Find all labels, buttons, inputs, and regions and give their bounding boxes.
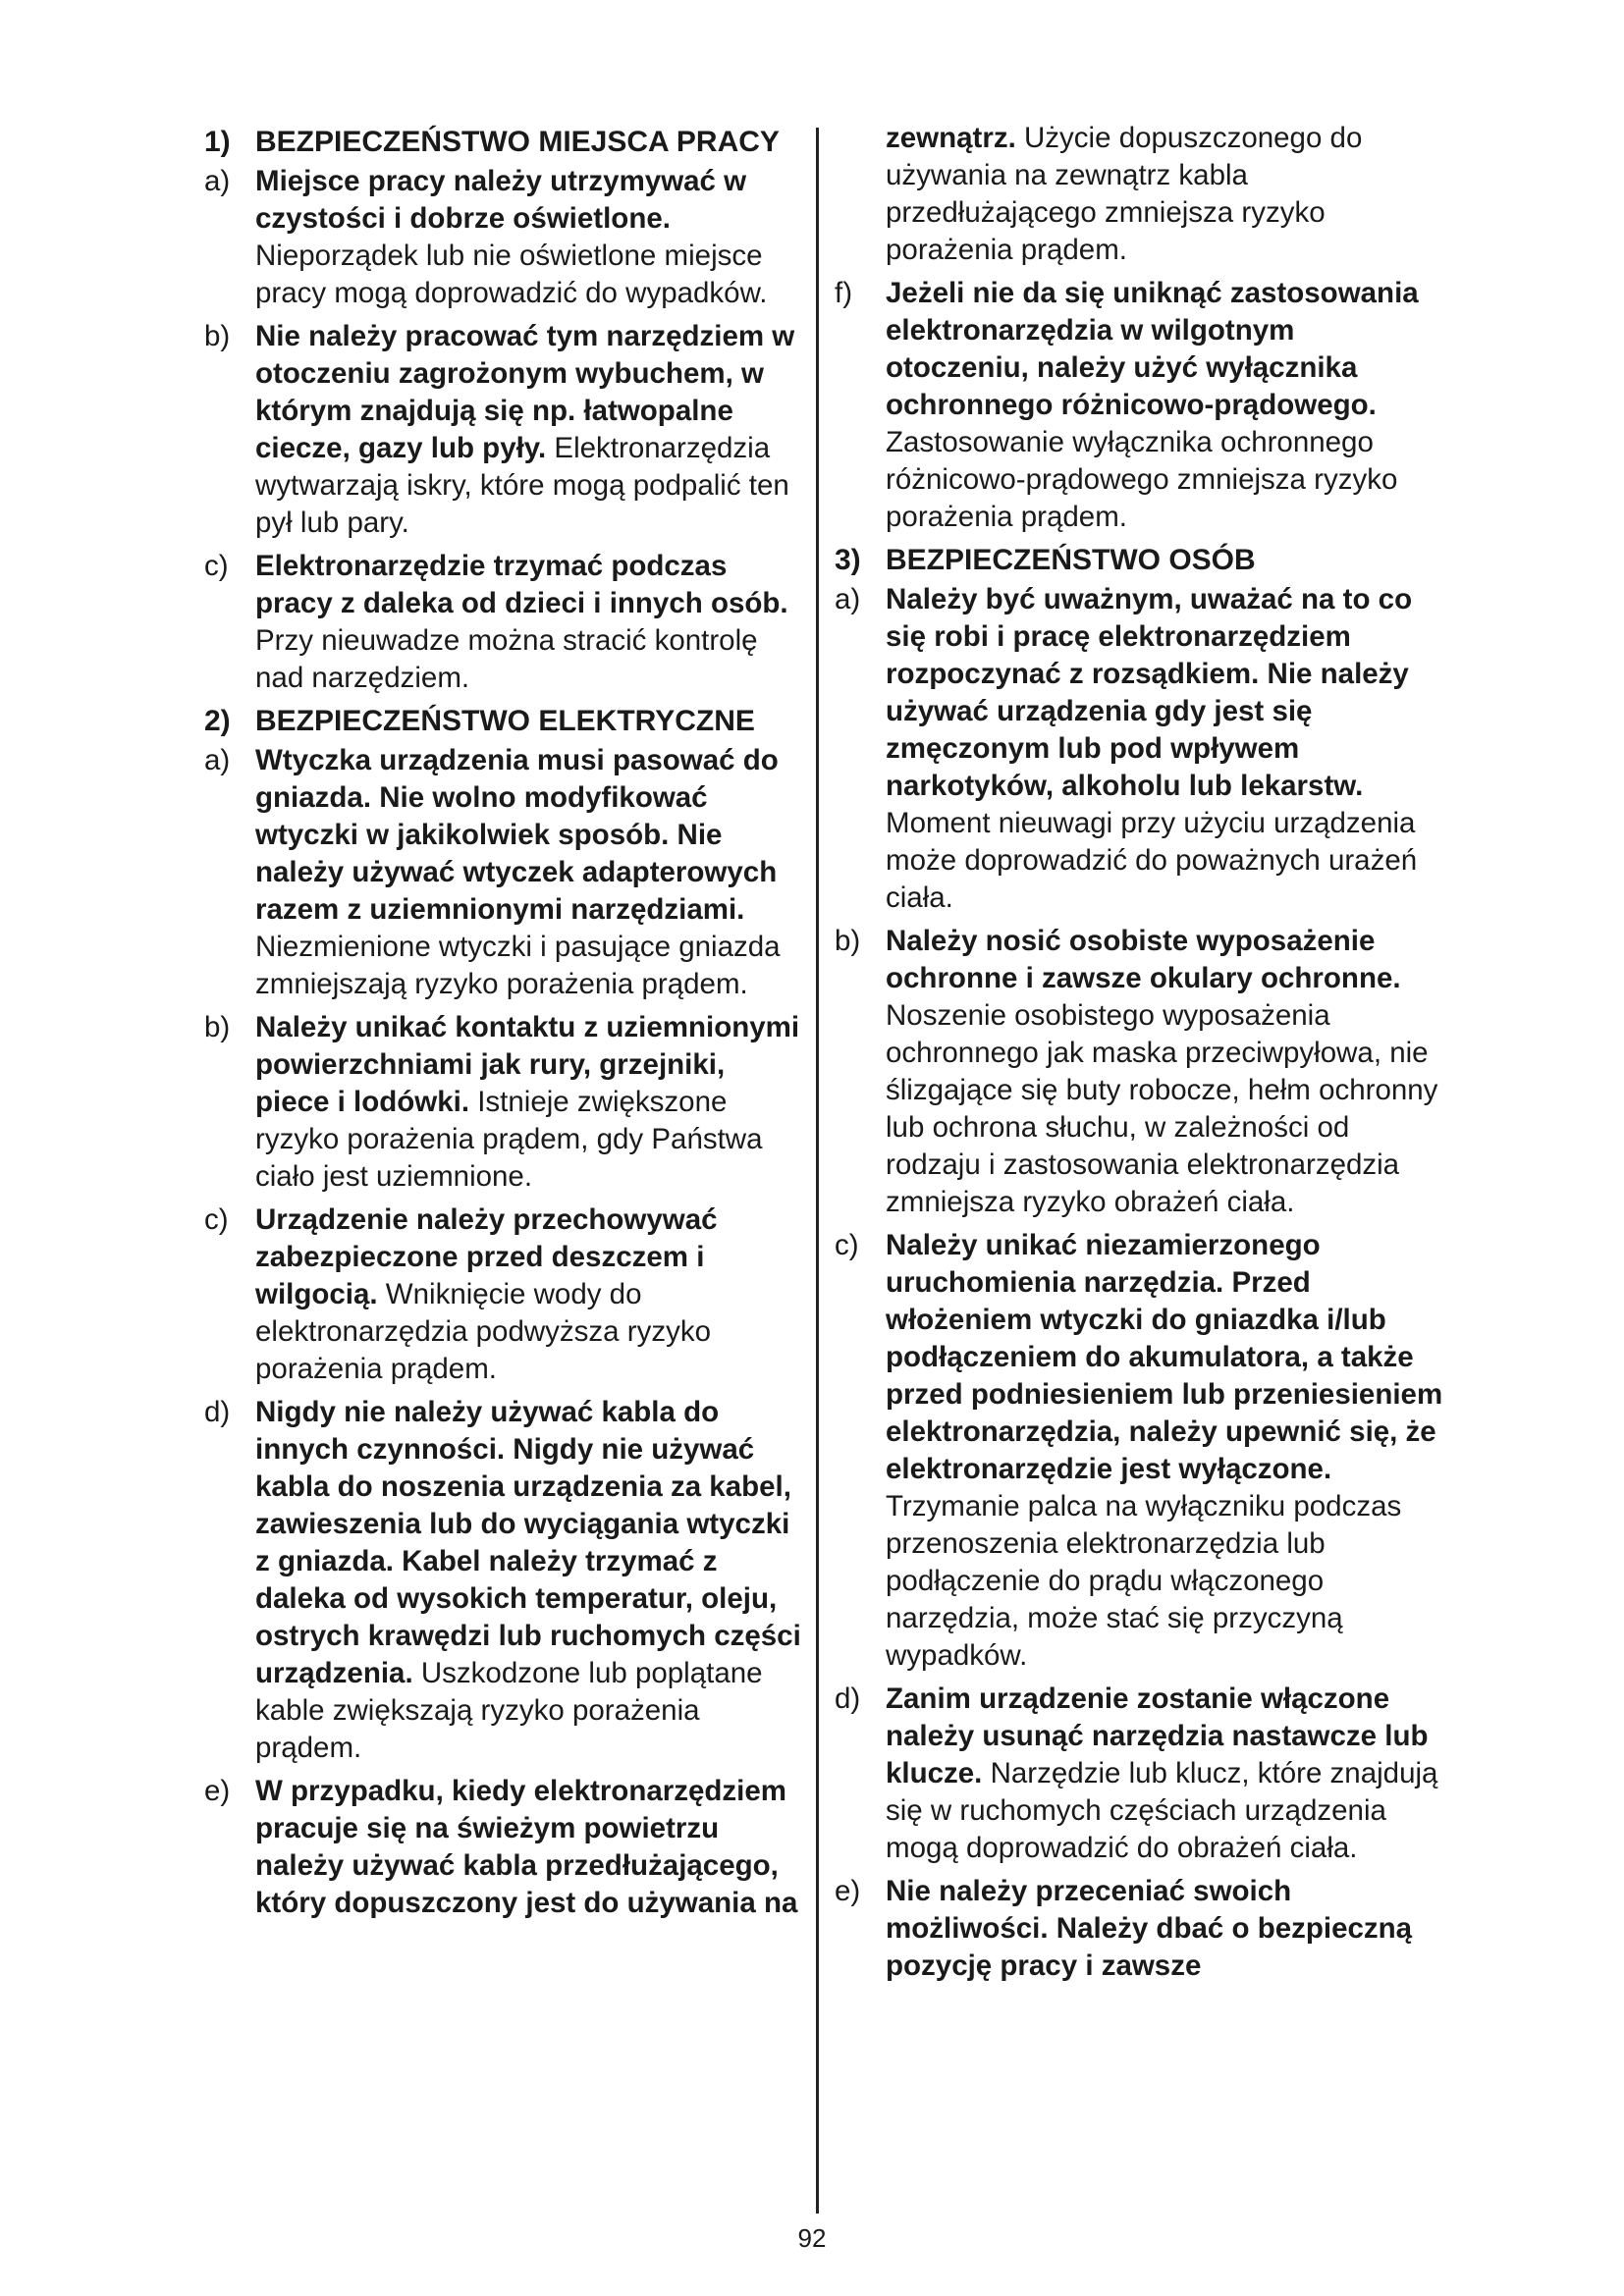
item-bold-text: Urządzenie należy przechowywać zabezpieczone przed deszczem i wilgocią.: [255, 1203, 718, 1310]
item-normal-text: Zastosowanie wyłącznika ochronnego różnicowo-prądowego zmniejsza ryzyko porażenia prądem.: [886, 426, 1398, 533]
item-bold-text: Jeżeli nie da się uniknąć zastosowania elektronarzędzia w wilgotnym otoczeniu, należy użyć wyłącznika ochronnego różnicowo-prądowego.: [886, 277, 1419, 421]
list-item: [835, 581, 1443, 917]
item-label: c): [204, 1203, 229, 1236]
column-divider: [816, 128, 819, 2214]
item-normal-text: Trzymanie palca na wyłączniku podczas przenoszenia elektronarzędzia lub podłączenie do prądu włączonego narzędzia, może stać się przyczyną wypadków.: [886, 1490, 1402, 1672]
item-normal-text: Użycie dopuszczonego do używania na zewnątrz kabla przedłużającego zmniejsza ryzyko porażenia prądem.: [886, 122, 1363, 266]
item-bold-text: Wtyczka urządzenia musi pasować do gniazda. Nie wolno modyfikować wtyczki w jakikolwiek sposób. Nie należy używać wtyczek adapterowych razem z uziemnionymi narzędziami.: [255, 744, 779, 926]
list-item: [204, 163, 805, 312]
item-bold-text: Należy nosić osobiste wyposażenie ochronne i zawsze okulary ochronne.: [886, 925, 1401, 994]
item-label: e): [835, 1875, 861, 1907]
item-bold-text: Nigdy nie należy używać kabla do innych czynności. Nigdy nie używać kabla do noszenia urządzenia za kabel, zawieszenia lub do wyciągania wtyczki z gniazda. Kabel należy trzymać z daleka od wysokich temperatur, oleju, ostrych krawędzi lub ruchomych części urządzenia.: [255, 1396, 801, 1689]
list-item: [204, 1394, 805, 1767]
item-normal-text: Moment nieuwagi przy użyciu urządzenia może doprowadzić do poważnych urażeń ciała.: [886, 807, 1418, 914]
item-label: a): [204, 165, 231, 197]
item-label: a): [204, 744, 231, 776]
item-normal-text: Narzędzie lub klucz, które znajdują się w ruchomych częściach urządzenia mogą doprowadzić do obrażeń ciała.: [886, 1757, 1438, 1864]
section-1-heading: [204, 124, 805, 161]
item-label: f): [835, 277, 853, 309]
item-bold-text: Nie należy pracować tym narzędziem w otoczeniu zagrożonym wybuchem, w którym znajdują się np. łatwopalne ciecze, gazy lub pyły.: [255, 320, 795, 464]
page-number: 92: [797, 2223, 827, 2253]
section-title: BEZPIECZEŃSTWO ELEKTRYCZNE: [255, 705, 755, 737]
item-bold-text: Należy unikać kontaktu z uziemnionymi powierzchniami jak rury, grzejniki, piece i lodówki.: [255, 1011, 800, 1118]
item-bold-text: Nie należy przeceniać swoich możliwości. Należy dbać o bezpieczną pozycję pracy i zawsze: [886, 1875, 1413, 1982]
left-column: [204, 120, 805, 1928]
list-item: [835, 275, 1443, 536]
item-normal-text: Uszkodzone lub poplątane kable zwiększają ryzyko porażenia prądem.: [255, 1657, 763, 1764]
right-column: [835, 120, 1443, 1991]
item-label: d): [204, 1396, 231, 1428]
section-title: BEZPIECZEŃSTWO MIEJSCA PRACY: [255, 126, 780, 158]
item-normal-text: Noszenie osobistego wyposażenia ochronnego jak maska przeciwpyłowa, nie ślizgające się buty robocze, hełm ochronny lub ochrona słuchu, w zależności od rodzaju i zastosowania elektronarzędzia zmniejsza ryzyko obrażeń ciała.: [886, 999, 1438, 1218]
item-label: b): [835, 925, 861, 957]
continued-text: [835, 120, 1443, 269]
item-label: c): [835, 1229, 859, 1261]
list-item: [835, 1681, 1443, 1867]
item-bold-text: Należy unikać niezamierzonego uruchomienia narzędzia. Przed włożeniem wtyczki do gniazdka i/lub podłączeniem do akumulatora, a także przed podniesieniem lub przeniesieniem elektronarzędzia, należy upewnić się, że elektronarzędzie jest wyłączone.: [886, 1229, 1443, 1485]
list-item: [204, 1201, 805, 1388]
list-item: [204, 1009, 805, 1196]
item-normal-text: Niezmienione wtyczki i pasujące gniazda zmniejszają ryzyko porażenia prądem.: [255, 931, 781, 1000]
list-item: [204, 318, 805, 542]
list-item: [835, 1227, 1443, 1675]
item-normal-text: Nieporządek lub nie oświetlone miejsce pracy mogą doprowadzić do wypadków.: [255, 240, 768, 309]
item-normal-text: Elektronarzędzia wytwarzają iskry, które mogą podpalić ten pył lub pary.: [255, 432, 789, 539]
section-title: BEZPIECZEŃSTWO OSÓB: [886, 544, 1256, 576]
item-bold-text: Zanim urządzenie zostanie włączone należy usunąć narzędzia nastawcze lub klucze.: [886, 1682, 1429, 1789]
item-bold-text: Elektronarzędzie trzymać podczas pracy z daleka od dzieci i innych osób.: [255, 550, 788, 619]
item-normal-text: Istnieje zwiększone ryzyko porażenia prądem, gdy Państwa ciało jest uziemnione.: [255, 1086, 763, 1193]
list-item: [835, 923, 1443, 1221]
item-label: d): [835, 1682, 861, 1715]
section-2-heading: [204, 703, 805, 740]
list-item: [204, 1773, 805, 1922]
item-bold-text: Należy być uważnym, uważać na to co się robi i pracę elektronarzędziem rozpoczynać z rozsądkiem. Nie należy używać urządzenia gdy jest się zmęczonym lub pod wpływem narkotyków, alkoholu lub lekarstw.: [886, 583, 1413, 802]
list-item: [835, 1873, 1443, 1985]
item-label: b): [204, 320, 231, 352]
item-label: a): [835, 583, 861, 615]
section-number: 3): [835, 544, 861, 576]
section-number: 1): [204, 126, 231, 158]
item-normal-text: Wniknięcie wody do elektronarzędzia podwyższa ryzyko porażenia prądem.: [255, 1278, 712, 1385]
item-label: e): [204, 1775, 231, 1807]
list-item: [204, 548, 805, 697]
item-normal-text: Przy nieuwadze można stracić kontrolę nad narzędziem.: [255, 624, 758, 694]
section-number: 2): [204, 705, 231, 737]
item-bold-text: W przypadku, kiedy elektronarzędziem pracuje się na świeżym powietrzu należy używać kabla przedłużającego, który dopuszczony jest do używania na: [255, 1775, 798, 1919]
item-bold-text: zewnątrz.: [886, 122, 1016, 154]
list-item: [204, 742, 805, 1003]
item-label: b): [204, 1011, 231, 1043]
item-label: c): [204, 550, 229, 582]
item-bold-text: Miejsce pracy należy utrzymywać w czystości i dobrze oświetlone.: [255, 165, 747, 235]
section-3-heading: [835, 542, 1443, 579]
